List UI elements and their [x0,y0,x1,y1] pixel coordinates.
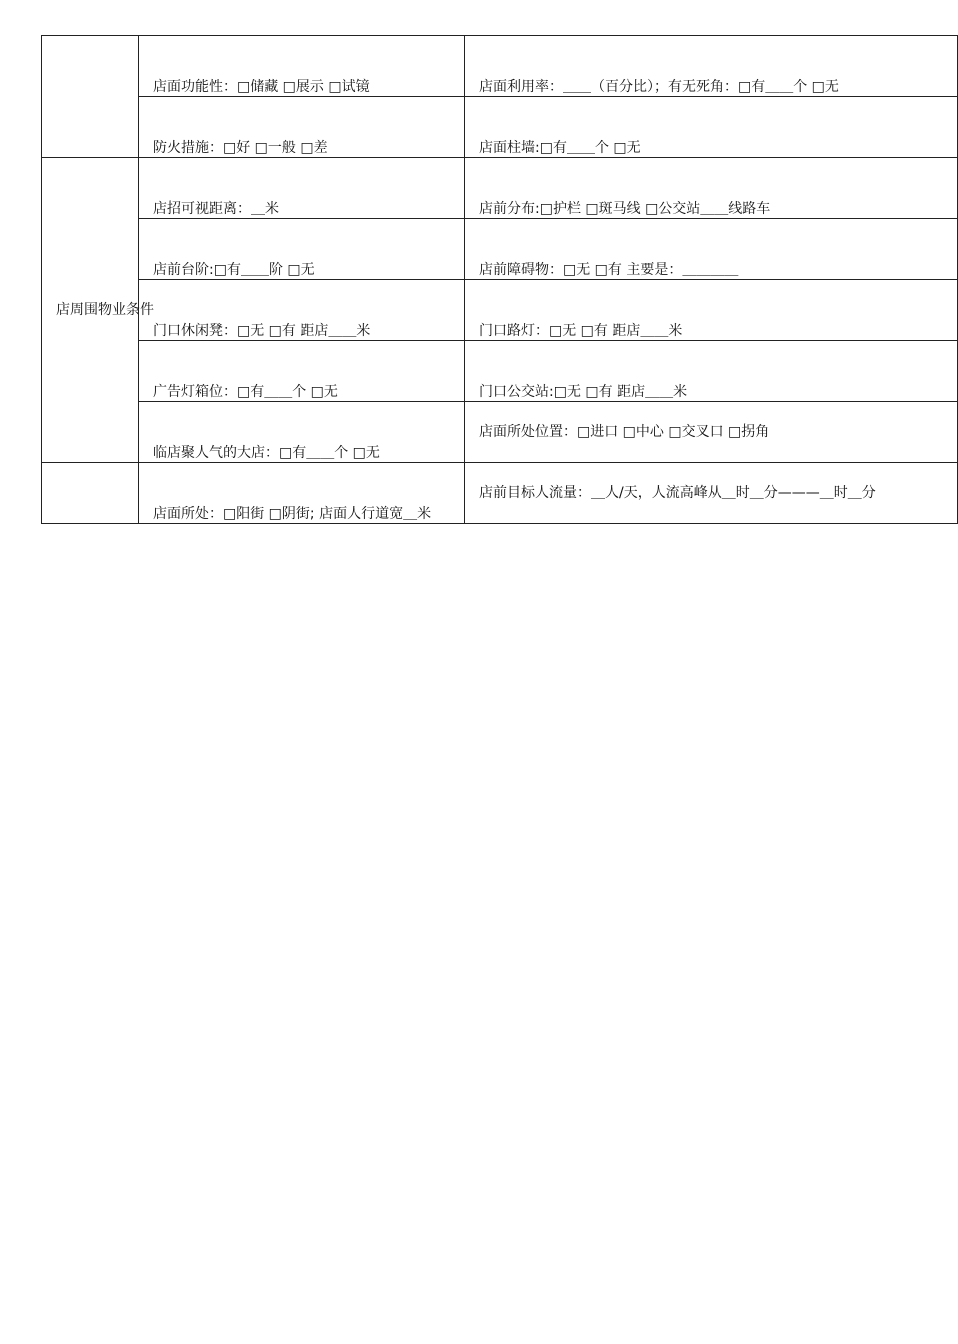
field-pillar-wall: 店面柱墙:□有＿＿个 □无 [465,97,958,158]
field-nearby-big-stores: 临店聚人气的大店：□有＿＿个 □无 [139,402,465,463]
field-foot-traffic: 店前目标人流量：＿人/天，人流高峰从＿时＿分———＿时＿分 [465,463,958,524]
table-row [42,219,958,280]
field-front-obstacles: 店前障碍物：□无 □有 主要是：＿＿＿＿ [465,219,958,280]
field-street-side: 店面所处：□阳街 □阴街; 店面人行道宽＿米 [139,463,465,524]
table-row [42,280,958,341]
group-label-surroundings: 店周围物业条件 [42,158,139,463]
group-cell-empty-top [42,36,139,158]
field-front-layout: 店前分布:□护栏 □斑马线 □公交站＿＿线路车 [465,158,958,219]
table-row [42,463,958,524]
field-street-lights: 门口路灯：□无 □有 距店＿＿米 [465,280,958,341]
field-fire-protection: 防火措施：□好 □一般 □差 [139,97,465,158]
table-row [42,402,958,463]
field-store-utilization: 店面利用率：＿＿（百分比）；有无死角：□有＿＿个 □无 [465,36,958,97]
field-benches: 门口休闲凳：□无 □有 距店＿＿米 [139,280,465,341]
table-row [42,36,958,97]
field-store-location: 店面所处位置：□进口 □中心 □交叉口 □拐角 [465,402,958,463]
field-bus-stop: 门口公交站:□无 □有 距店＿＿米 [465,341,958,402]
property-survey-table [41,35,958,524]
table-row [42,158,958,219]
group-cell-empty-bottom [42,463,139,524]
field-store-function: 店面功能性：□储藏 □展示 □试镜 [139,36,465,97]
field-sign-visibility: 店招可视距离：＿米 [139,158,465,219]
field-light-box: 广告灯箱位：□有＿＿个 □无 [139,341,465,402]
table-row [42,97,958,158]
table-row [42,341,958,402]
field-front-steps: 店前台阶:□有＿＿阶 □无 [139,219,465,280]
